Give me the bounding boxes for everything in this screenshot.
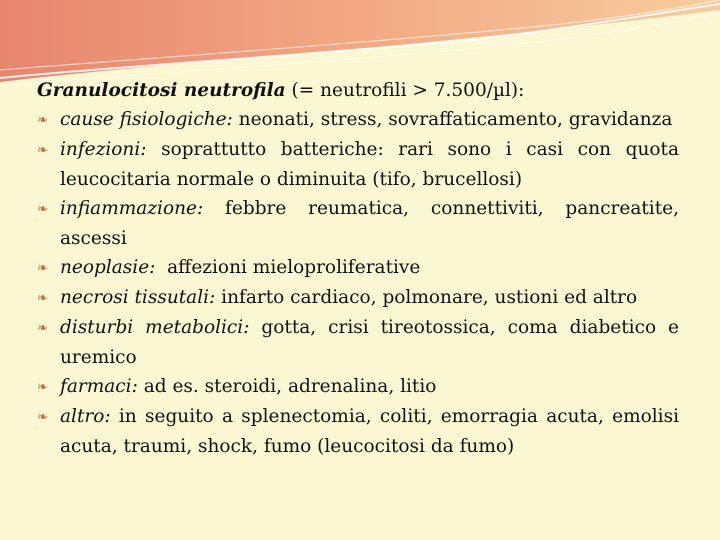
leaf-bullet-icon: ❧ <box>37 113 48 128</box>
item-label: altro: <box>60 406 111 427</box>
list-item <box>37 253 679 283</box>
heading-title: Granulocitosi neutrofila <box>37 80 286 101</box>
list-item <box>37 135 679 194</box>
list-item <box>37 313 679 372</box>
leaf-bullet-icon: ❧ <box>37 321 48 336</box>
item-text: affezioni mieloproliferative <box>155 257 421 278</box>
leaf-bullet-icon: ❧ <box>37 380 48 395</box>
item-text: febbre reumatica, connettiviti, pancreatite, ascessi <box>60 198 679 249</box>
leaf-bullet-icon: ❧ <box>37 261 48 276</box>
item-label: cause fisiologiche: <box>60 109 233 130</box>
item-text: gotta, crisi tireotossica, coma diabetico e uremico <box>60 317 679 368</box>
leaf-bullet-icon: ❧ <box>37 410 48 425</box>
list-item <box>37 105 679 135</box>
item-label: infezioni: <box>60 139 147 160</box>
item-text: infarto cardiaco, polmonare, ustioni ed altro <box>215 287 638 308</box>
leaf-bullet-icon: ❧ <box>37 143 48 158</box>
slide-heading <box>37 76 679 105</box>
item-label: neoplasie: <box>60 257 156 278</box>
slide-body <box>37 76 679 461</box>
leaf-bullet-icon: ❧ <box>37 291 48 306</box>
list-item <box>37 372 679 402</box>
list-item <box>37 283 679 313</box>
item-text: soprattutto batteriche: rari sono i casi con quota leucocitaria normale o diminuita (tifo, brucellosi) <box>60 139 679 190</box>
item-text: neonati, stress, sovraffaticamento, gravidanza <box>232 109 673 130</box>
item-text: ad es. steroidi, adrenalina, litio <box>137 376 437 397</box>
item-label: disturbi metabolici: <box>60 317 250 338</box>
item-text: in seguito a splenectomia, coliti, emorragia acuta, emolisi acuta, traumi, shock, fumo (leucocitosi da fumo) <box>60 406 679 457</box>
heading-definition: (= neutrofili > 7.500/µl): <box>285 80 525 101</box>
leaf-bullet-icon: ❧ <box>37 202 48 217</box>
item-label: necrosi tissutali: <box>60 287 216 308</box>
item-label: farmaci: <box>60 376 138 397</box>
list-item <box>37 402 679 461</box>
item-label: infiammazione: <box>60 198 204 219</box>
list-item <box>37 194 679 253</box>
